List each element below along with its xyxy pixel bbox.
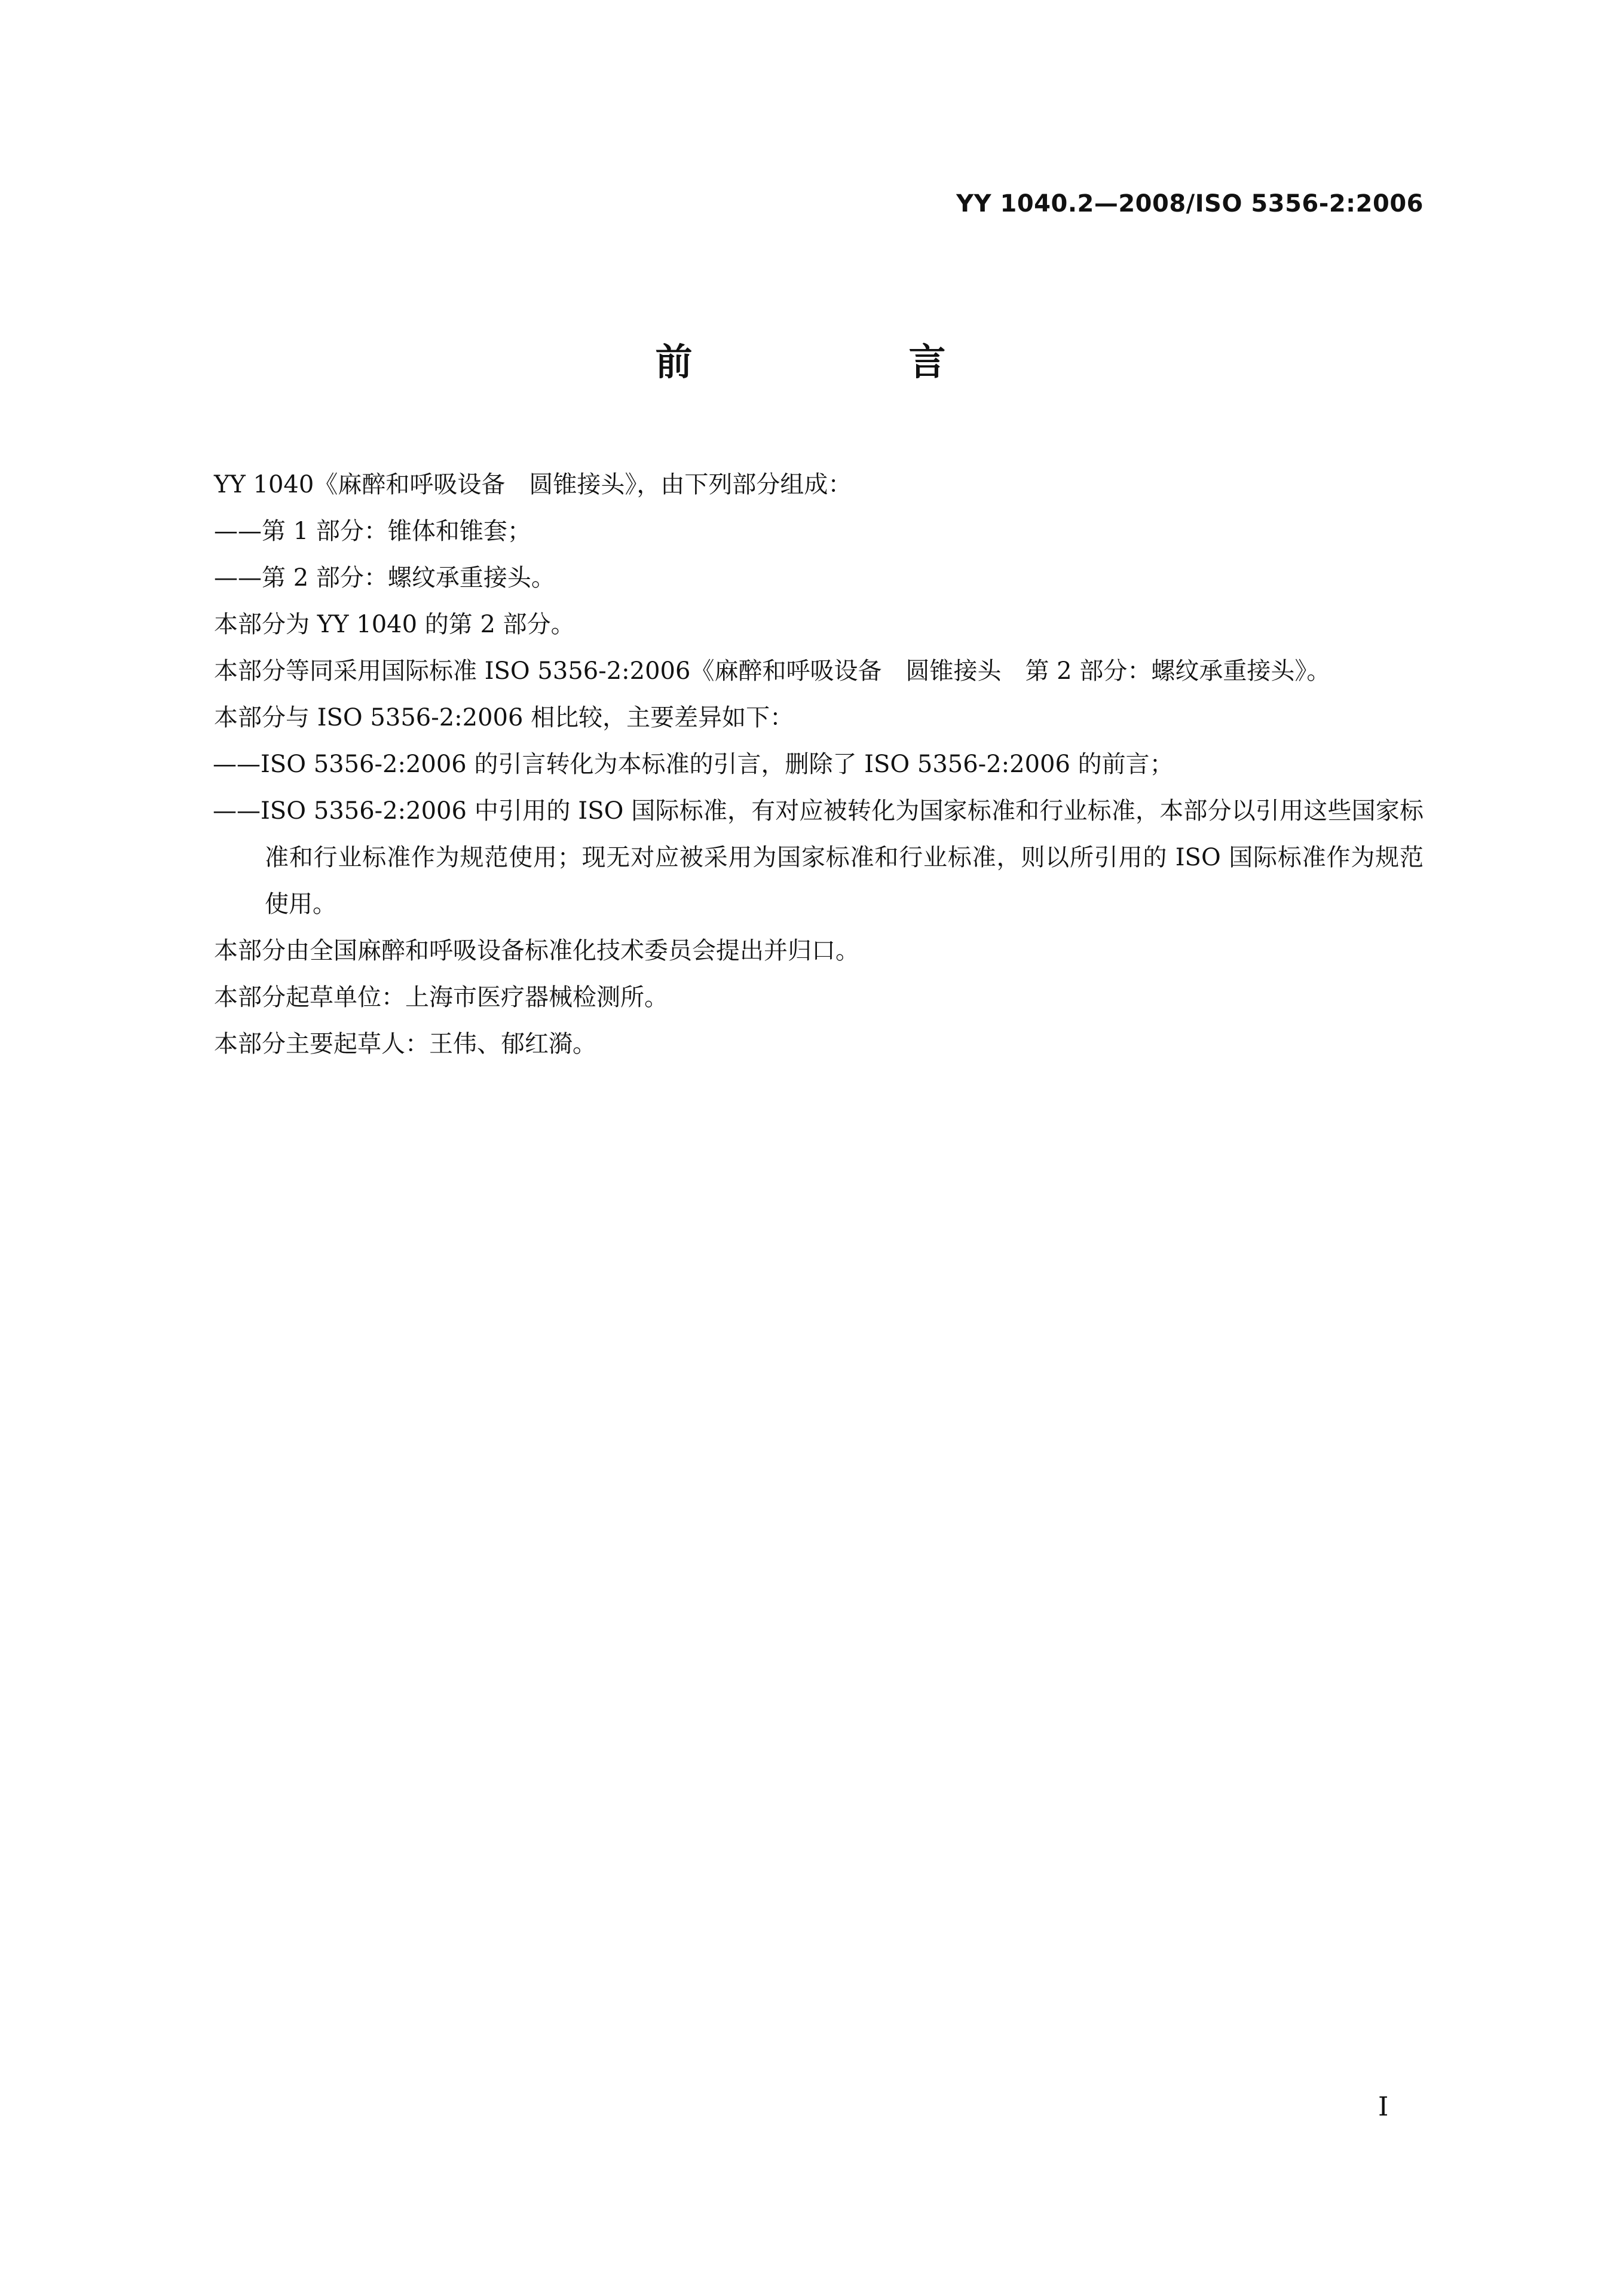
paragraph-composition: YY 1040《麻醉和呼吸设备 圆锥接头》，由下列部分组成： xyxy=(214,471,852,498)
page-number: I xyxy=(1378,2092,1389,2122)
paragraph-drafting-unit: 本部分起草单位：上海市医疗器械检测所。 xyxy=(214,984,668,1011)
list-item-difference-1: ——ISO 5356-2:2006 的引言转化为本标准的引言，删除了 ISO 5356-2:2006 的前言； xyxy=(213,751,1174,778)
page-title: 前 言 xyxy=(655,340,1036,384)
list-item-part-1: ——第 1 部分：锥体和锥套； xyxy=(214,518,531,545)
paragraph-adoption: 本部分等同采用国际标准 ISO 5356-2:2006《麻醉和呼吸设备 圆锥接头 第 2 部分：螺纹承重接头》。 xyxy=(214,657,1331,685)
paragraph-proposer: 本部分由全国麻醉和呼吸设备标准化技术委员会提出并归口。 xyxy=(214,937,859,965)
paragraph-drafters: 本部分主要起草人：王伟、郁红漪。 xyxy=(214,1030,596,1058)
document-body xyxy=(166,461,1424,1067)
standard-code: YY 1040.2—2008/ISO 5356-2:2006 xyxy=(956,190,1424,218)
paragraph-part-scope: 本部分为 YY 1040 的第 2 部分。 xyxy=(214,611,575,638)
list-item-part-2: ——第 2 部分：螺纹承重接头。 xyxy=(214,564,555,592)
list-item-difference-2: ——ISO 5356-2:2006 中引用的 ISO 国际标准，有对应被转化为国家标准和行业标准，本部分以引用这些国家标准和行业标准作为规范使用；现无对应被采用为国家标准和行业标准，则以所引用的 ISO 国际标准作为规范使用。 xyxy=(213,797,1424,918)
paragraph-differences-intro: 本部分与 ISO 5356-2:2006 相比较，主要差异如下： xyxy=(214,704,794,731)
